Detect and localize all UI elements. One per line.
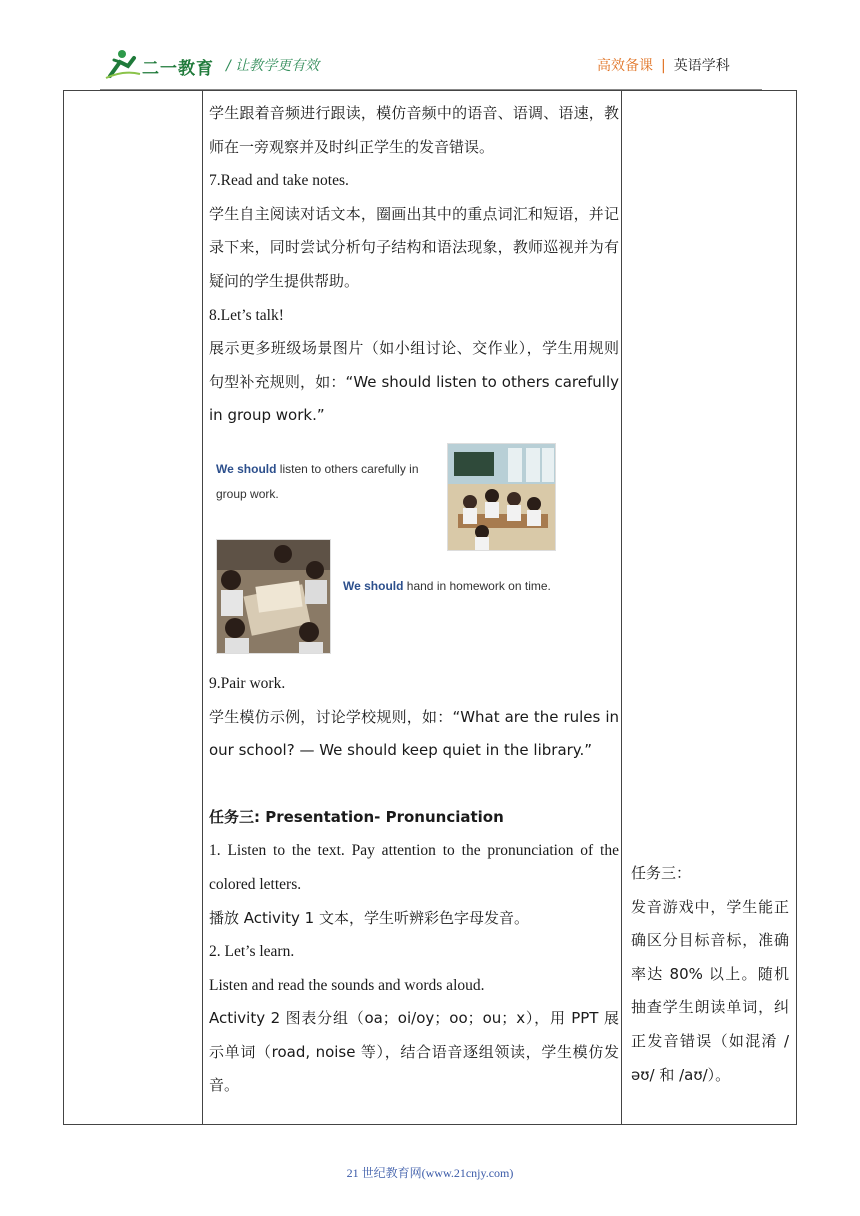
figure-caption-2 <box>343 579 603 593</box>
step-9-heading: 9.Pair work. <box>209 674 286 692</box>
task-3-step-1-detail: 播放 Activity 1 文本，学生听辨彩色字母发音。 <box>209 908 529 927</box>
task-3-step-2: 2. Let’s learn. <box>209 943 295 961</box>
class-scene-figure <box>209 443 619 661</box>
assessment-text: 发音游戏中，学生能正确区分目标音标，准确率达 80% 以上。随机抽查学生朗读单词，纠正发音错误（如混淆 /əʊ/ 和 /aʊ/）。 <box>631 897 789 1084</box>
header-right <box>597 55 730 75</box>
caption-1-keyword: We should <box>216 461 277 476</box>
slogan: / 让教学更有效 <box>226 58 320 74</box>
task-3-step-1: 1. Listen to the text. Pay attention to the pronunciation of the colored letters. <box>209 842 619 893</box>
group-work-photo <box>447 443 556 551</box>
assessment-column <box>631 857 789 1092</box>
header-separator: | <box>661 58 666 74</box>
header-label-subject: 英语学科 <box>673 58 730 74</box>
table-column-divider <box>202 91 203 1124</box>
assessment-title: 任务三： <box>631 864 692 882</box>
step-9-text: 学生模仿示例，讨论学校规则，如：“What are the rules in our school? — We should keep quiet in the library.” <box>209 707 619 760</box>
header-label-prep: 高效备课 <box>597 58 653 74</box>
page-header <box>0 0 860 92</box>
step-7-text: 学生自主阅读对话文本，圈画出其中的重点词汇和短语，并记录下来，同时尝试分析句子结构和语法现象，教师巡视并为有疑问的学生提供帮助。 <box>209 204 619 290</box>
caption-2-keyword: We should <box>343 578 404 593</box>
figure-caption-1 <box>216 457 441 507</box>
task-3-step-2-detail: Activity 2 图表分组（oa；oi/oy；oo；ou；x），用 PPT 展示单词（road, noise 等），结合语音逐组领读，学生模仿发音。 <box>209 1009 619 1095</box>
task-3-title: 任务三: Presentation- Pronunciation <box>209 807 504 826</box>
step-8-text: 展示更多班级场景图片（如小组讨论、交作业），学生用规则句型补充规则，如：“We should listen to others carefully in group work.” <box>209 339 619 425</box>
table-column-divider <box>621 91 622 1124</box>
homework-photo <box>216 539 331 654</box>
paragraph-follow-audio: 学生跟着音频进行跟读，模仿音频中的语音、语调、语速，教师在一旁观察并及时纠正学生的发音错误。 <box>209 104 619 156</box>
caption-2-text: hand in homework on time. <box>403 578 551 593</box>
spacer <box>209 768 619 801</box>
step-8-heading: 8.Let’s talk! <box>209 306 284 324</box>
step-7-heading: 7.Read and take notes. <box>209 172 349 190</box>
caption-1-text: listen to others carefully in group work. <box>216 461 419 501</box>
page-footer: 21 世纪教育网(www.21cnjy.com) <box>346 1166 514 1180</box>
task-3-step-2-instruction: Listen and read the sounds and words aloud. <box>209 976 485 994</box>
activity-column <box>209 97 619 1103</box>
logo-text: 二一教育 <box>142 59 214 79</box>
